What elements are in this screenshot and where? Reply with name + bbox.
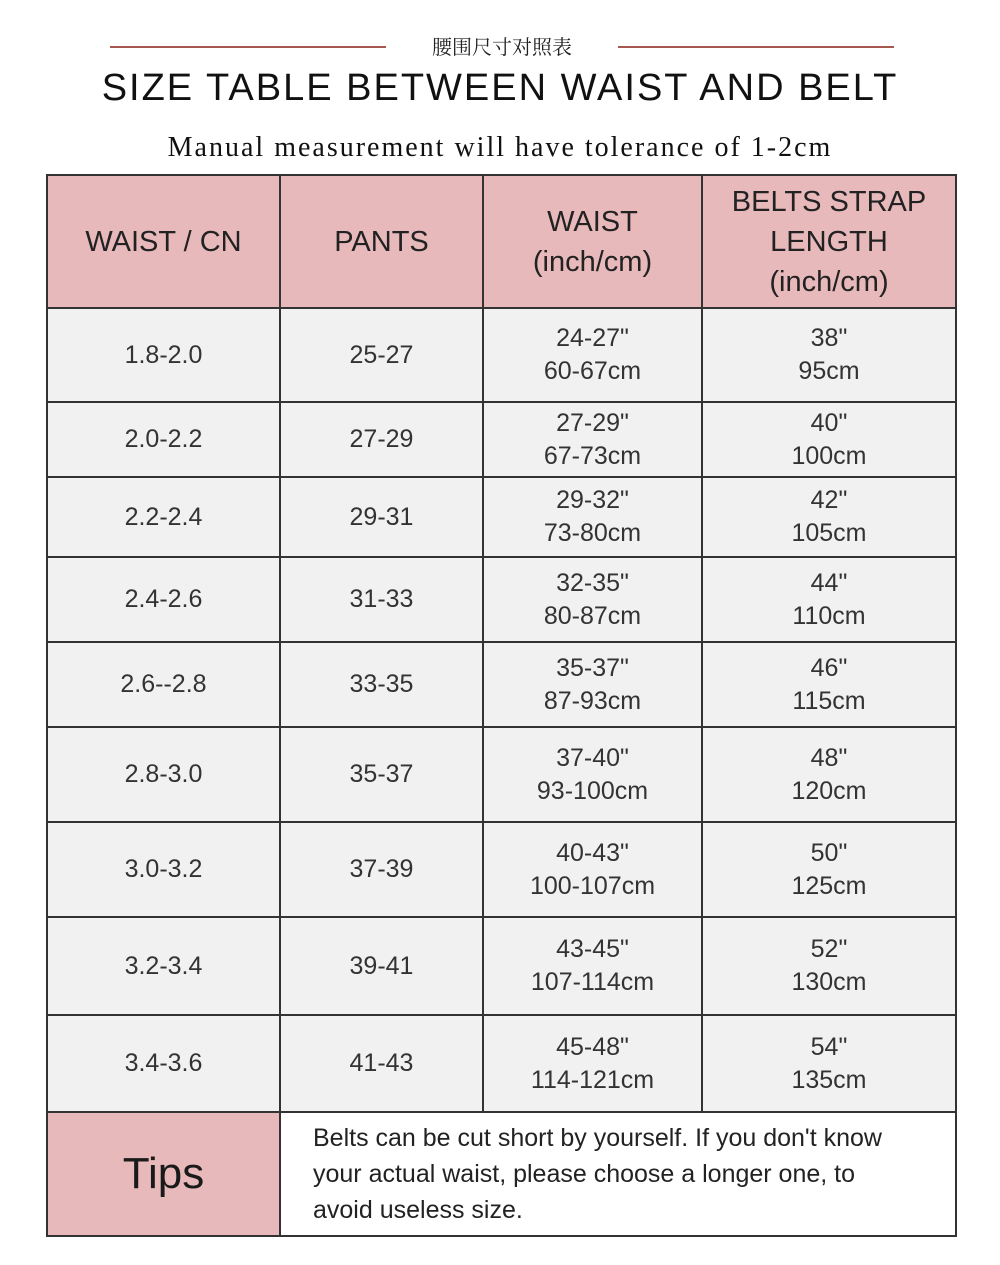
column-header-pants xyxy=(280,175,483,308)
belt-cm: 105cm xyxy=(791,519,867,547)
waist-cn-cell: 3.4-3.6 xyxy=(47,1015,280,1112)
pants-cell: 27-29 xyxy=(280,402,483,477)
waist-cn-cell: 2.0-2.2 xyxy=(47,402,280,477)
size-table xyxy=(46,174,957,1237)
waist-cm: 93-100cm xyxy=(536,776,649,805)
waist-cell xyxy=(483,642,702,727)
belt-inch: 50" xyxy=(810,838,848,867)
belt-length-cell xyxy=(702,727,956,822)
table-row xyxy=(47,917,956,1015)
waist-cm: 114-121cm xyxy=(530,1065,655,1094)
belt-length-cell xyxy=(702,308,956,402)
belt-cm: 95cm xyxy=(798,357,860,385)
waist-cm: 107-114cm xyxy=(530,968,655,996)
waist-cn-cell: 3.2-3.4 xyxy=(47,917,280,1015)
belt-cm: 125cm xyxy=(791,871,867,900)
tips-label: Tips xyxy=(47,1112,280,1236)
header-line: BELTS STRAP xyxy=(731,185,927,218)
waist-cn-cell: 2.8-3.0 xyxy=(47,727,280,822)
table-row xyxy=(47,402,956,477)
waist-cn-cell: 2.4-2.6 xyxy=(47,557,280,642)
belt-inch: 48" xyxy=(810,743,848,772)
pants-cell: 33-35 xyxy=(280,642,483,727)
column-header-waist xyxy=(483,175,702,308)
belt-cm: 110cm xyxy=(792,601,866,630)
waist-cm: 87-93cm xyxy=(543,686,642,715)
chinese-title: 腰围尺寸对照表 xyxy=(432,35,572,59)
belt-inch: 54" xyxy=(810,1032,848,1061)
tips-text xyxy=(280,1112,956,1236)
waist-cell xyxy=(483,1015,702,1112)
waist-cm: 60-67cm xyxy=(543,357,642,385)
belt-length-cell xyxy=(702,1015,956,1112)
belt-inch: 44" xyxy=(810,568,848,597)
waist-cm: 67-73cm xyxy=(543,441,642,470)
header-line: (inch/cm) xyxy=(532,245,653,278)
page-title: SIZE TABLE BETWEEN WAIST AND BELT xyxy=(101,67,899,109)
header-line: PANTS xyxy=(334,225,429,258)
waist-cell xyxy=(483,477,702,557)
waist-inch: 35-37" xyxy=(556,653,629,682)
waist-cn-cell: 2.6--2.8 xyxy=(47,642,280,727)
waist-inch: 24-27" xyxy=(556,324,629,352)
belt-length-cell xyxy=(702,642,956,727)
measurement-note: Manual measurement will have tolerance of 1-2cm xyxy=(167,132,833,163)
waist-cell xyxy=(483,727,702,822)
pants-cell: 39-41 xyxy=(280,917,483,1015)
pants-cell: 29-31 xyxy=(280,477,483,557)
waist-cm: 73-80cm xyxy=(543,519,642,547)
pants-cell: 31-33 xyxy=(280,557,483,642)
waist-inch: 27-29" xyxy=(556,408,629,437)
tips-row xyxy=(47,1112,956,1236)
waist-cell xyxy=(483,402,702,477)
table-row xyxy=(47,1015,956,1112)
tips-line: your actual waist, please choose a longer one, to xyxy=(313,1160,856,1188)
belt-inch: 52" xyxy=(810,935,848,963)
tips-line: avoid useless size. xyxy=(313,1196,523,1224)
waist-inch: 29-32" xyxy=(556,486,629,514)
pants-cell: 41-43 xyxy=(280,1015,483,1112)
pants-cell: 37-39 xyxy=(280,822,483,917)
belt-inch: 42" xyxy=(810,486,848,514)
header-line: (inch/cm) xyxy=(769,265,889,298)
belt-cm: 135cm xyxy=(791,1065,867,1094)
title-divider-left xyxy=(110,46,386,48)
waist-inch: 32-35" xyxy=(556,568,629,597)
tips-line: Belts can be cut short by yourself. If you don't know xyxy=(313,1124,882,1152)
belt-cm: 100cm xyxy=(791,441,867,470)
table-row xyxy=(47,557,956,642)
waist-inch: 45-48" xyxy=(556,1032,629,1061)
waist-cn-cell: 3.0-3.2 xyxy=(47,822,280,917)
waist-cell xyxy=(483,917,702,1015)
belt-length-cell xyxy=(702,822,956,917)
belt-length-cell xyxy=(702,557,956,642)
column-header-belt-length xyxy=(702,175,956,308)
belt-cm: 115cm xyxy=(792,686,866,715)
waist-cell xyxy=(483,308,702,402)
table-row xyxy=(47,822,956,917)
table-row xyxy=(47,477,956,557)
waist-cell xyxy=(483,822,702,917)
table-row xyxy=(47,308,956,402)
header-line: LENGTH xyxy=(770,225,888,258)
table-row xyxy=(47,642,956,727)
table-row xyxy=(47,727,956,822)
waist-cn-cell: 1.8-2.0 xyxy=(47,308,280,402)
pants-cell: 25-27 xyxy=(280,308,483,402)
belt-inch: 46" xyxy=(810,653,848,682)
waist-inch: 37-40" xyxy=(556,743,629,772)
waist-inch: 43-45" xyxy=(556,935,629,963)
table-header-row xyxy=(47,175,956,308)
waist-cell xyxy=(483,557,702,642)
belt-cm: 120cm xyxy=(791,776,867,805)
waist-cn-cell: 2.2-2.4 xyxy=(47,477,280,557)
column-header-waist-cn xyxy=(47,175,280,308)
header-line: WAIST / CN xyxy=(85,225,242,258)
belt-length-cell xyxy=(702,477,956,557)
title-divider-right xyxy=(618,46,894,48)
belt-length-cell xyxy=(702,917,956,1015)
belt-inch: 40" xyxy=(810,408,848,437)
header-line: WAIST xyxy=(547,205,638,238)
belt-inch: 38" xyxy=(810,324,848,352)
pants-cell: 35-37 xyxy=(280,727,483,822)
belt-length-cell xyxy=(702,402,956,477)
waist-cm: 80-87cm xyxy=(543,601,642,630)
belt-cm: 130cm xyxy=(791,968,867,996)
waist-inch: 40-43" xyxy=(556,838,629,867)
waist-cm: 100-107cm xyxy=(529,871,656,900)
